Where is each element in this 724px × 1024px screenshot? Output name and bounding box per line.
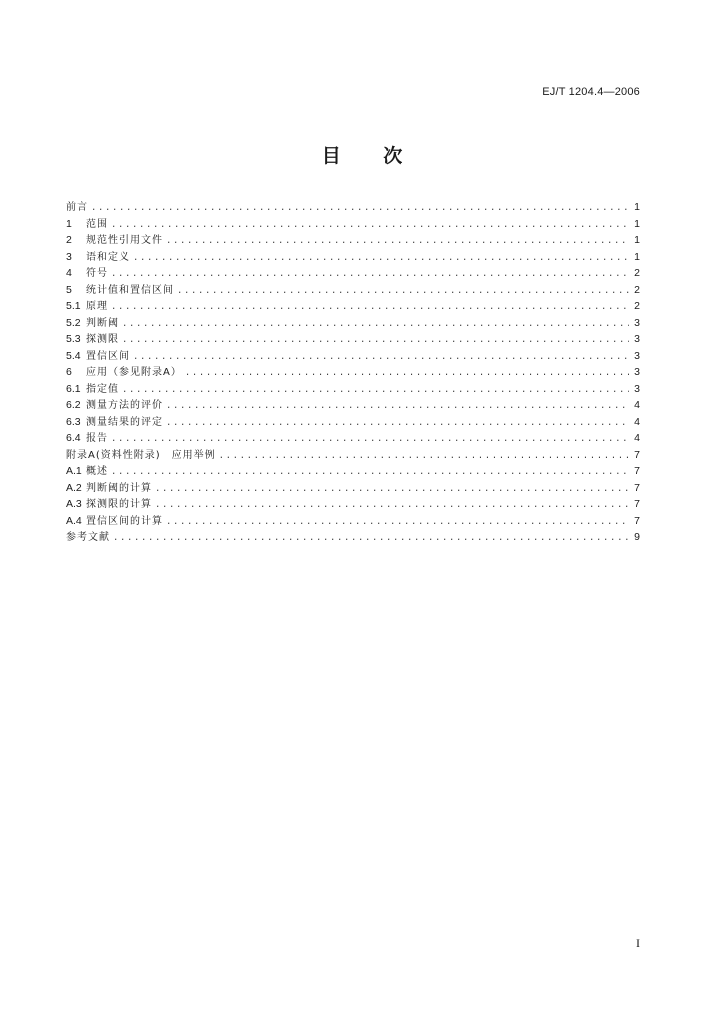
toc-entry[interactable] [66,364,640,381]
toc-entry[interactable] [66,414,640,431]
toc-entry-label: 探测限的计算 [86,499,152,510]
toc-entry-page: 3 [634,382,640,395]
toc-entry[interactable] [66,381,640,398]
toc-entry[interactable] [66,216,640,233]
toc-entry-page: 1 [634,234,640,246]
toc-entry-number: 6.1 [66,382,81,395]
toc-entry-page: 7 [634,481,640,494]
dot-leader [111,431,629,448]
dot-leader [111,266,629,283]
toc-entry-number: A.4 [66,514,82,527]
toc-entry-number: A.3 [66,498,82,510]
dot-leader [111,464,629,481]
toc-entry-label: 参考文献 [66,532,110,543]
table-of-contents [66,199,640,546]
toc-entry-number: 1 [66,217,72,230]
toc-entry-page: 9 [634,531,640,543]
toc-entry-label: 判断阈 [86,317,119,329]
toc-entry-page: 1 [634,250,640,263]
toc-entry-page: 7 [634,514,640,527]
toc-entry[interactable] [66,348,640,365]
dot-leader [166,233,629,250]
toc-entry-page: 1 [634,217,640,230]
toc-entry-page: 2 [634,283,640,296]
toc-entry-number: 6.2 [66,399,81,411]
dot-leader [122,316,629,333]
page-number: I [636,936,640,950]
toc-entry[interactable] [66,249,640,266]
toc-entry-page: 3 [634,316,640,329]
dot-leader [113,530,629,547]
toc-entry[interactable] [66,232,640,249]
standard-code: EJ/T 1204.4—2006 [542,86,640,98]
toc-entry-page: 3 [634,333,640,345]
toc-entry[interactable] [66,331,640,348]
toc-entry[interactable] [66,496,640,513]
dot-leader [111,217,629,234]
toc-entry-label: 指定值 [86,383,119,395]
dot-leader [177,283,629,300]
toc-entry[interactable] [66,265,640,282]
toc-entry-number: 5 [66,283,72,296]
toc-entry-number: 5.2 [66,316,81,329]
toc-entry-page: 2 [634,300,640,312]
toc-entry-number: 6.3 [66,415,81,428]
toc-entry-number: 5.3 [66,333,81,345]
dot-leader [155,481,629,498]
toc-entry-number: 3 [66,250,72,263]
dot-leader [133,349,629,366]
toc-entry-label: 判断阈的计算 [86,482,152,494]
toc-entry[interactable] [66,430,640,447]
toc-entry-page: 4 [634,399,640,411]
toc-entry-page: 7 [634,448,640,461]
dot-leader [111,299,629,316]
toc-entry-page: 1 [634,201,640,213]
toc-entry[interactable] [66,397,640,414]
toc-entry[interactable] [66,282,640,299]
toc-entry-label: 规范性引用文件 [86,235,163,246]
toc-entry-page: 7 [634,465,640,477]
dot-leader [122,382,629,399]
toc-entry-page: 7 [634,498,640,510]
toc-entry-number: 6.4 [66,432,81,444]
toc-entry[interactable] [66,513,640,530]
toc-entry[interactable] [66,529,640,546]
toc-entry[interactable] [66,315,640,332]
dot-leader [122,332,629,349]
toc-entry-number: A.1 [66,465,82,477]
toc-entry[interactable] [66,447,640,464]
dot-leader [133,250,629,267]
dot-leader [166,415,629,432]
toc-entry-label: 前言 [66,202,88,213]
dot-leader [91,200,629,217]
toc-entry-label: 报告 [86,433,108,444]
toc-entry-page: 4 [634,415,640,428]
toc-entry-label: 符号 [86,268,108,279]
toc-entry-label: 应用（参见附录A） [86,367,182,378]
toc-entry-number: 6 [66,366,72,378]
toc-entry-label: 附录A(资料性附录) 应用举例 [66,449,216,461]
toc-entry[interactable] [66,480,640,497]
toc-entry[interactable] [66,199,640,216]
toc-entry-label: 原理 [86,301,108,312]
dot-leader [166,398,629,415]
toc-entry-label: 范围 [86,218,108,230]
toc-entry-label: 置信区间 [86,350,130,362]
toc-entry-label: 统计值和置信区间 [86,284,174,296]
toc-entry-label: 探测限 [86,334,119,345]
dot-leader [219,448,629,465]
toc-entry-page: 2 [634,267,640,279]
toc-entry-number: 4 [66,267,72,279]
toc-entry-number: 5.1 [66,300,81,312]
toc-entry-number: 5.4 [66,349,81,362]
toc-entry-label: 测量结果的评定 [86,416,163,428]
dot-leader [155,497,629,514]
toc-entry-page: 3 [634,349,640,362]
toc-entry-label: 测量方法的评价 [86,400,163,411]
toc-entry-number: 2 [66,234,72,246]
dot-leader [185,365,629,382]
toc-entry[interactable] [66,298,640,315]
toc-entry-page: 3 [634,366,640,378]
toc-entry-number: A.2 [66,481,82,494]
toc-entry-page: 4 [634,432,640,444]
page-title: 目 次 [321,145,421,167]
toc-entry-label: 置信区间的计算 [86,515,163,527]
toc-entry[interactable] [66,463,640,480]
toc-entry-label: 概述 [86,466,108,477]
toc-entry-label: 语和定义 [86,251,130,263]
dot-leader [166,514,629,531]
